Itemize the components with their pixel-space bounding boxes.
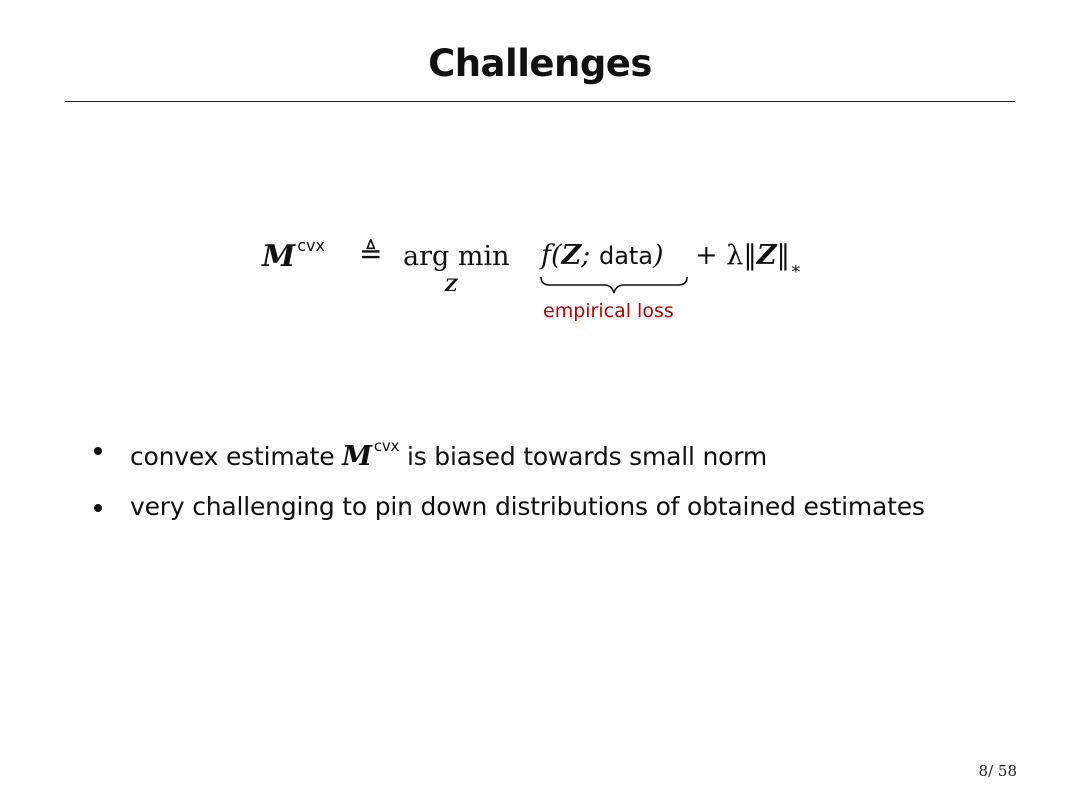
equation-def-symbol: ≜ [359,237,383,270]
bullet-text: convex estimate [130,442,343,471]
bullet-dot-icon [94,447,102,455]
bullet-item [92,432,1032,489]
brace-label: empirical loss [543,300,674,322]
bullet-dot-icon [94,504,102,512]
slide-title: Challenges [428,42,652,85]
underbrace [540,276,688,296]
equation [0,236,1080,336]
bullet-text: very challenging to pin down distributions of obtained estimates [130,492,925,521]
equation-loss-term: f(Z; data) [541,240,664,271]
equation-operator-subscript: Z [445,276,458,296]
bullet-item [92,489,1032,546]
bullet-list [92,432,1032,546]
page-number: 8/ 58 [978,762,1017,780]
title-rule [65,101,1015,102]
equation-regularizer: + $\lambda‖Z‖_∗$ [695,240,802,280]
bullet-text: is biased towards small norm [399,442,768,471]
equation-operator: arg min [403,241,510,272]
equation-lhs: M $^{cvx}$ [262,236,325,274]
inline-math: M $^{cvx}$ [342,437,400,472]
